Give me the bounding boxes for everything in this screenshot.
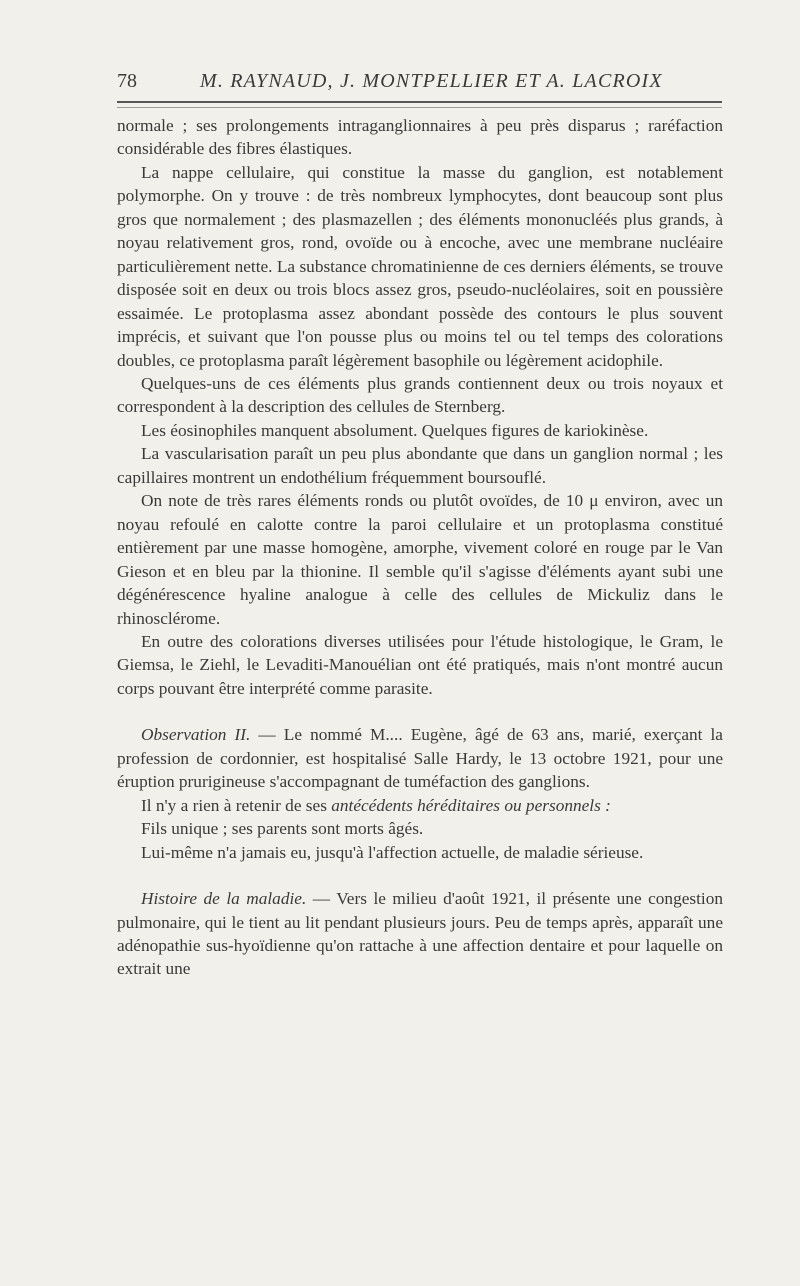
paragraph-sternberg-cells: Quelques-uns de ces éléments plus grands contiennent deux ou trois noyaux et correspondent à la description des cellules de Sternberg. [117, 373, 723, 417]
paragraph-observation [117, 723, 723, 793]
paragraph-personal-history: Lui-même n'a jamais eu, jusqu'à l'affection actuelle, de maladie sérieuse. [141, 842, 644, 862]
paragraph-family: Fils unique ; ses parents sont morts âgés. [141, 819, 424, 839]
paragraph-continuation: normale ; ses prolongements intraganglionnaires à peu près disparus ; raréfaction considérable des fibres élastiques. [117, 116, 723, 159]
antecedents-italic: antécédents héréditaires ou personnels : [331, 795, 611, 815]
paragraph-vascularisation: La vascularisation paraît un peu plus abondante que dans un ganglion normal ; les capillaires montrent un endothélium fréquemment boursouflé. [117, 444, 723, 487]
header-rule [117, 101, 722, 103]
page-number: 78 [117, 70, 137, 92]
paragraph-stainings: En outre des colorations diverses utilisées pour l'étude histologique, le Gram, le Giemsa, le Ziehl, le Levaditi-Manouélian ont été pratiqués, mais n'ont montré aucun corps pouvant être interprété comme parasite. [117, 631, 723, 698]
paragraph-hyaline-elements: On note de très rares éléments ronds ou plutôt ovoïdes, de 10 μ environ, avec un noyau refoulé en calotte contre la paroi cellulaire et un protoplasma constitué entièrement par une masse homogène, amorphe, vivement coloré en rouge par le Van Gieson et en bleu par la thionine. Il semble qu'il s'agisse d'éléments ayant subi une dégénérescence hyaline analogue à celle des cellules de Mickuliz dans le rhinosclérome. [117, 491, 723, 628]
header-rule-thin [117, 107, 722, 108]
paragraph-cellular-layer: La nappe cellulaire, qui constitue la masse du ganglion, est notablement polymorphe. On y trouve : de très nombreux lymphocytes, dont beaucoup sont plus gros que normalement ; des plasmazellen ; des éléments mononucléés plus grands, à noyau relativement gros, rond, ovoïde ou à encoche, avec une membrane nucléaire particulièrement nette. La substance chromatinienne de ces derniers éléments, se trouve disposée soit en deux ou trois blocs assez gros, pseudo-nucléolaires, soit en poussière essaimée. Le protoplasma assez abondant possède des contours le plus souvent imprécis, et suivant que l'on pousse plus ou moins tel ou tel temps des colorations doubles, ce protoplasma paraît légèrement basophile ou légèrement acidophile. [117, 162, 723, 370]
paragraph-eosinophils: Les éosinophiles manquent absolument. Quelques figures de kariokinèse. [141, 420, 649, 440]
disease-history-text: — Vers le milieu d'août 1921, il présente une congestion pulmonaire, qui le tient au lit pendant plusieurs jours. Peu de temps après, apparaît une adénopathie sus-hyoïdienne qu'on rattache à une affection dentaire et pour laquelle on extrait une [117, 889, 723, 979]
antecedents-text: Il n'y a rien à retenir de ses [141, 795, 332, 815]
disease-history-title: Histoire de la maladie. [141, 889, 307, 909]
paragraph-disease-history [117, 887, 723, 981]
running-head: M. RAYNAUD, J. MONTPELLIER ET A. LACROIX [200, 70, 663, 92]
paragraph-antecedents [117, 794, 723, 817]
page-header [117, 66, 722, 100]
body-text [117, 114, 723, 981]
observation-text: — Le nommé M.... Eugène, âgé de 63 ans, marié, exerçant la profession de cordonnier, est hospitalisé Salle Hardy, le 13 octobre 1921, pour une éruption prurigineuse s'accompagnant de tuméfaction des ganglions. [117, 725, 723, 792]
observation-title: Observation II. [141, 725, 251, 745]
